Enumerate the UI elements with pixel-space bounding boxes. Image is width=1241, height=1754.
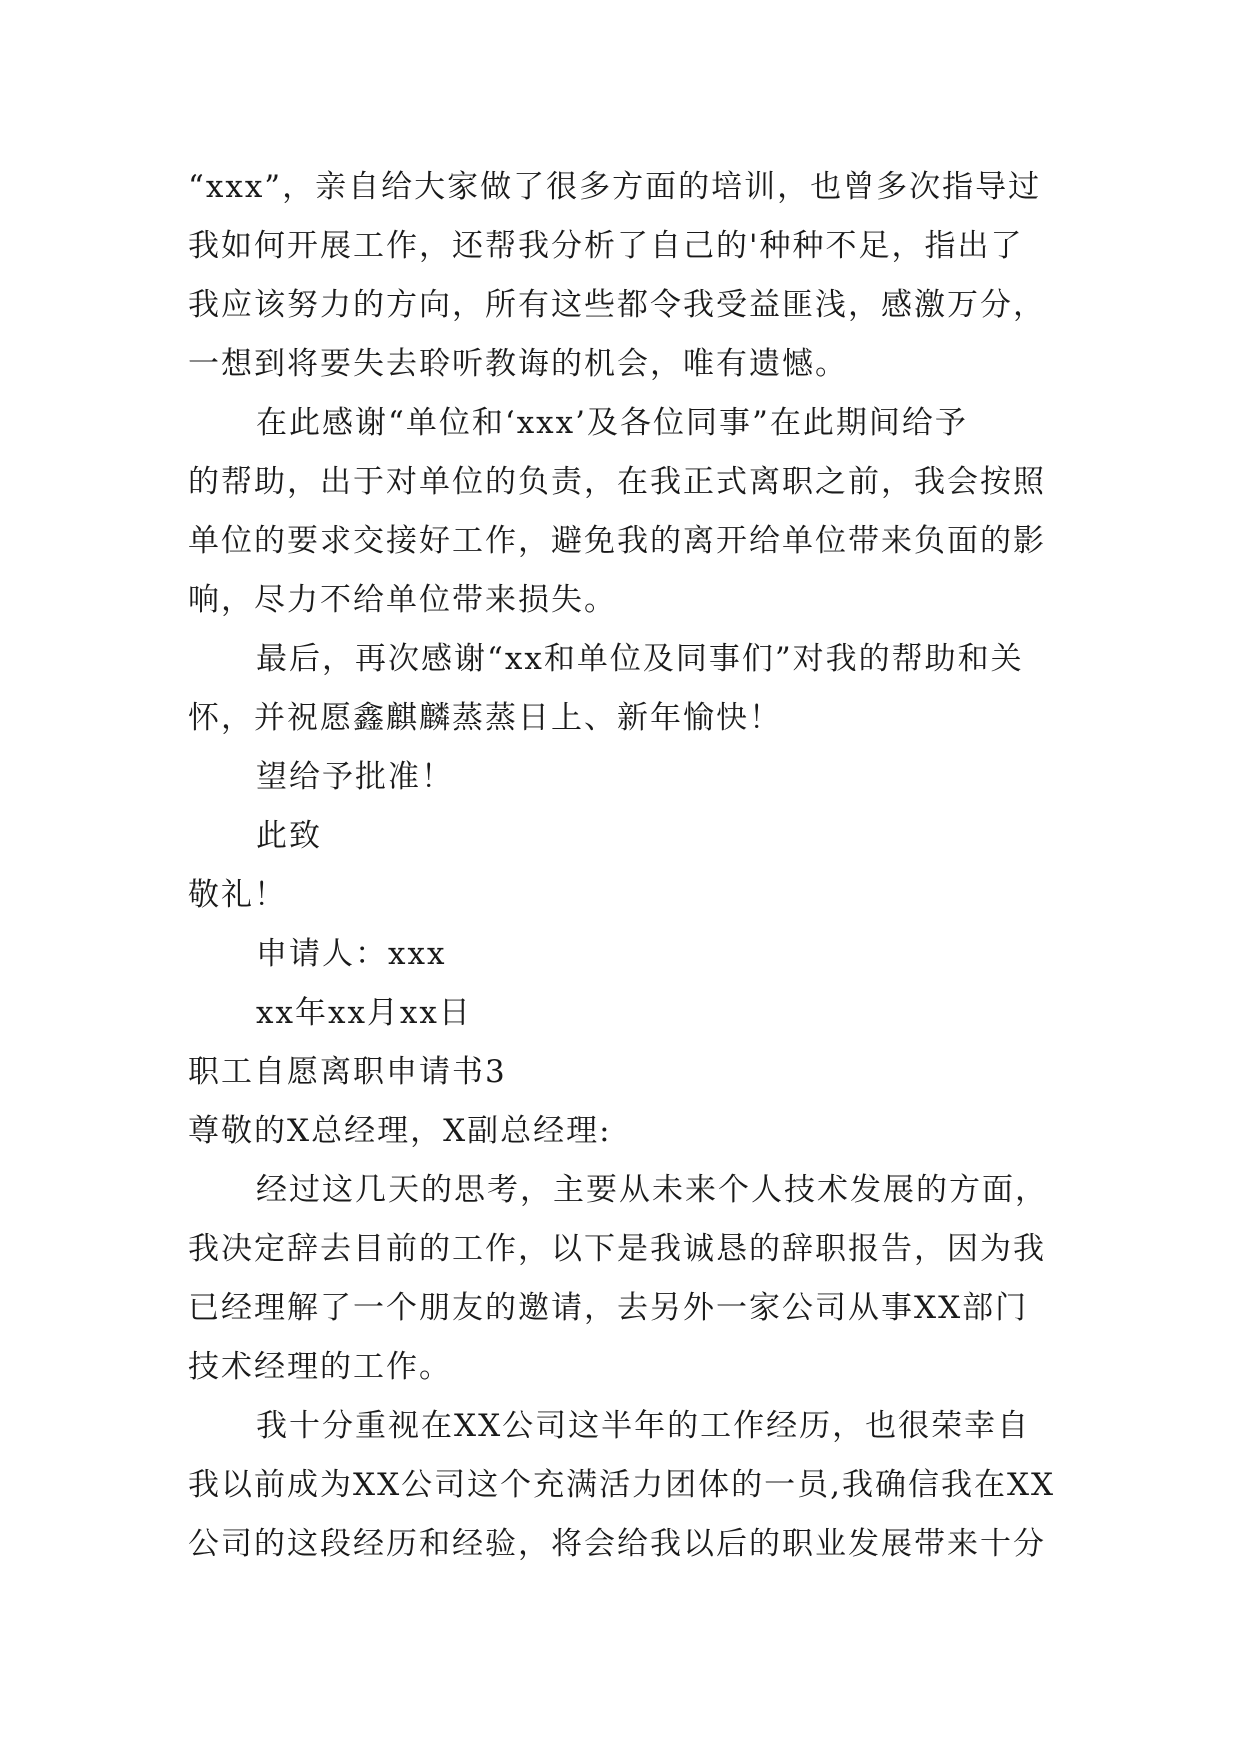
paragraph-line: 我决定辞去目前的工作，以下是我诚恳的辞职报告，因为我	[188, 1231, 1046, 1267]
paragraph-line: 我如何开展工作，还帮我分析了自己的'种种不足，指出了	[188, 228, 1024, 264]
paragraph-line: 怀，并祝愿鑫麒麟蒸蒸日上、新年愉快！	[188, 700, 782, 736]
paragraph-line: 公司的这段经历和经验，将会给我以后的职业发展带来十分	[188, 1526, 1046, 1562]
section-title: 职工自愿离职申请书3	[188, 1054, 507, 1090]
paragraph-line: 一想到将要失去聆听教诲的机会，唯有遗憾。	[188, 346, 848, 382]
letter-greeting: 尊敬的X总经理，X副总经理:	[188, 1113, 612, 1149]
paragraph-line: 单位的要求交接好工作，避免我的离开给单位带来负面的影	[188, 523, 1046, 559]
paragraph-line: 已经理解了一个朋友的邀请，去另外一家公司从事XX部门	[188, 1290, 1029, 1326]
salutation-regards: 敬礼！	[188, 877, 287, 913]
paragraph-line: 我应该努力的方向，所有这些都令我受益匪浅，感激万分，	[188, 287, 1046, 323]
paragraph-line: 在此感谢“单位和‘xxx’及各位同事”在此期间给予	[256, 405, 968, 441]
paragraph-line: 的帮助，出于对单位的负责，在我正式离职之前，我会按照	[188, 464, 1046, 500]
salutation-closing: 此致	[256, 818, 322, 854]
paragraph-line: 最后，再次感谢“xx和单位及同事们”对我的帮助和关	[256, 641, 1024, 677]
paragraph-line: 经过这几天的思考，主要从未来个人技术发展的方面，	[256, 1172, 1048, 1208]
signature-date: xx年xx月xx日	[256, 995, 472, 1031]
closing-request: 望给予批准！	[256, 759, 454, 795]
applicant-signature: 申请人：xxx	[256, 936, 447, 972]
paragraph-line: 技术经理的工作。	[188, 1349, 452, 1385]
paragraph-line: “xxx”，亲自给大家做了很多方面的培训，也曾多次指导过	[188, 169, 1042, 205]
paragraph-line: 我十分重视在XX公司这半年的工作经历，也很荣幸自	[256, 1408, 1031, 1444]
paragraph-line: 我以前成为XX公司这个充满活力团体的一员,我确信我在XX	[188, 1467, 1056, 1503]
paragraph-line: 响，尽力不给单位带来损失。	[188, 582, 617, 618]
document-body	[188, 158, 1058, 1574]
